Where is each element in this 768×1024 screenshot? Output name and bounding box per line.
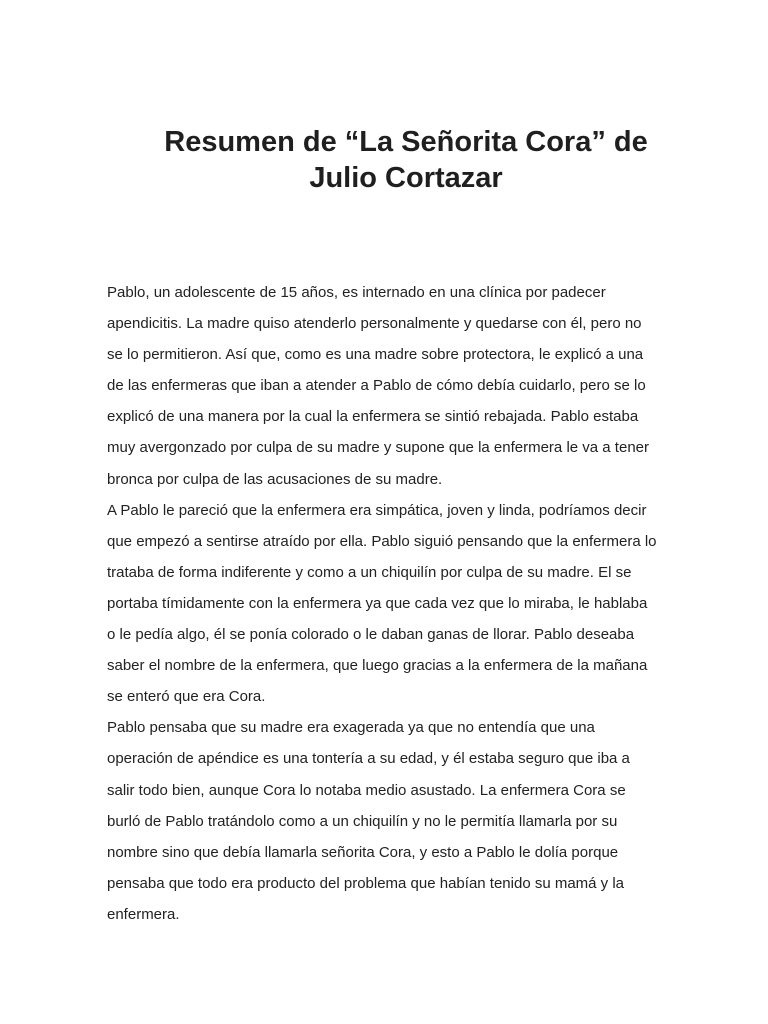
title-line: Julio Cortazar [309, 162, 503, 194]
paragraph-2 [107, 495, 677, 713]
text-line: enfermera. [107, 905, 180, 923]
text-line: se enteró que era Cora. [107, 688, 266, 706]
text-line: se lo permitieron. Así que, como es una madre sobre protectora, le explicó a una [107, 346, 644, 364]
text-line: burló de Pablo tratándolo como a un chiquilín y no le permitía llamarla por su [107, 812, 618, 830]
paragraph-3 [107, 712, 677, 930]
text-line: pensaba que todo era producto del problema que habían tenido su mamá y la [107, 874, 625, 892]
text-line: salir todo bien, aunque Cora lo notaba medio asustado. La enfermera Cora se [107, 781, 626, 799]
text-line: apendicitis. La madre quiso atenderlo personalmente y quedarse con él, pero no [107, 315, 642, 333]
text-line: saber el nombre de la enfermera, que luego gracias a la enfermera de la mañana [107, 657, 648, 675]
text-line: Pablo pensaba que su madre era exagerada ya que no entendía que una [107, 719, 595, 737]
document-title [100, 124, 712, 196]
text-line: trataba de forma indiferente y como a un chiquilín por culpa de su madre. El se [107, 563, 632, 581]
text-line: A Pablo le pareció que la enfermera era simpática, joven y linda, podríamos decir [107, 501, 647, 519]
title-line: Resumen de “La Señorita Cora” de [164, 126, 648, 158]
text-line: nombre sino que debía llamarla señorita Cora, y esto a Pablo le dolía porque [107, 843, 619, 861]
text-line: bronca por culpa de las acusaciones de su madre. [107, 470, 443, 488]
text-line: de las enfermeras que iban a atender a Pablo de cómo debía cuidarlo, pero se lo [107, 377, 646, 395]
text-line: operación de apéndice es una tontería a su edad, y él estaba seguro que iba a [107, 750, 630, 768]
text-line: que empezó a sentirse atraído por ella. Pablo siguió pensando que la enfermera lo [107, 532, 657, 550]
document-body [107, 277, 677, 930]
text-line: explicó de una manera por la cual la enfermera se sintió rebajada. Pablo estaba [107, 408, 639, 426]
text-line: muy avergonzado por culpa de su madre y supone que la enfermera le va a tener [107, 439, 649, 457]
text-line: Pablo, un adolescente de 15 años, es internado en una clínica por padecer [107, 284, 606, 301]
text-line: o le pedía algo, él se ponía colorado o le daban ganas de llorar. Pablo deseaba [107, 626, 635, 644]
paragraph-1 [107, 277, 677, 495]
text-line: portaba tímidamente con la enfermera ya que cada vez que lo miraba, le hablaba [107, 594, 648, 612]
